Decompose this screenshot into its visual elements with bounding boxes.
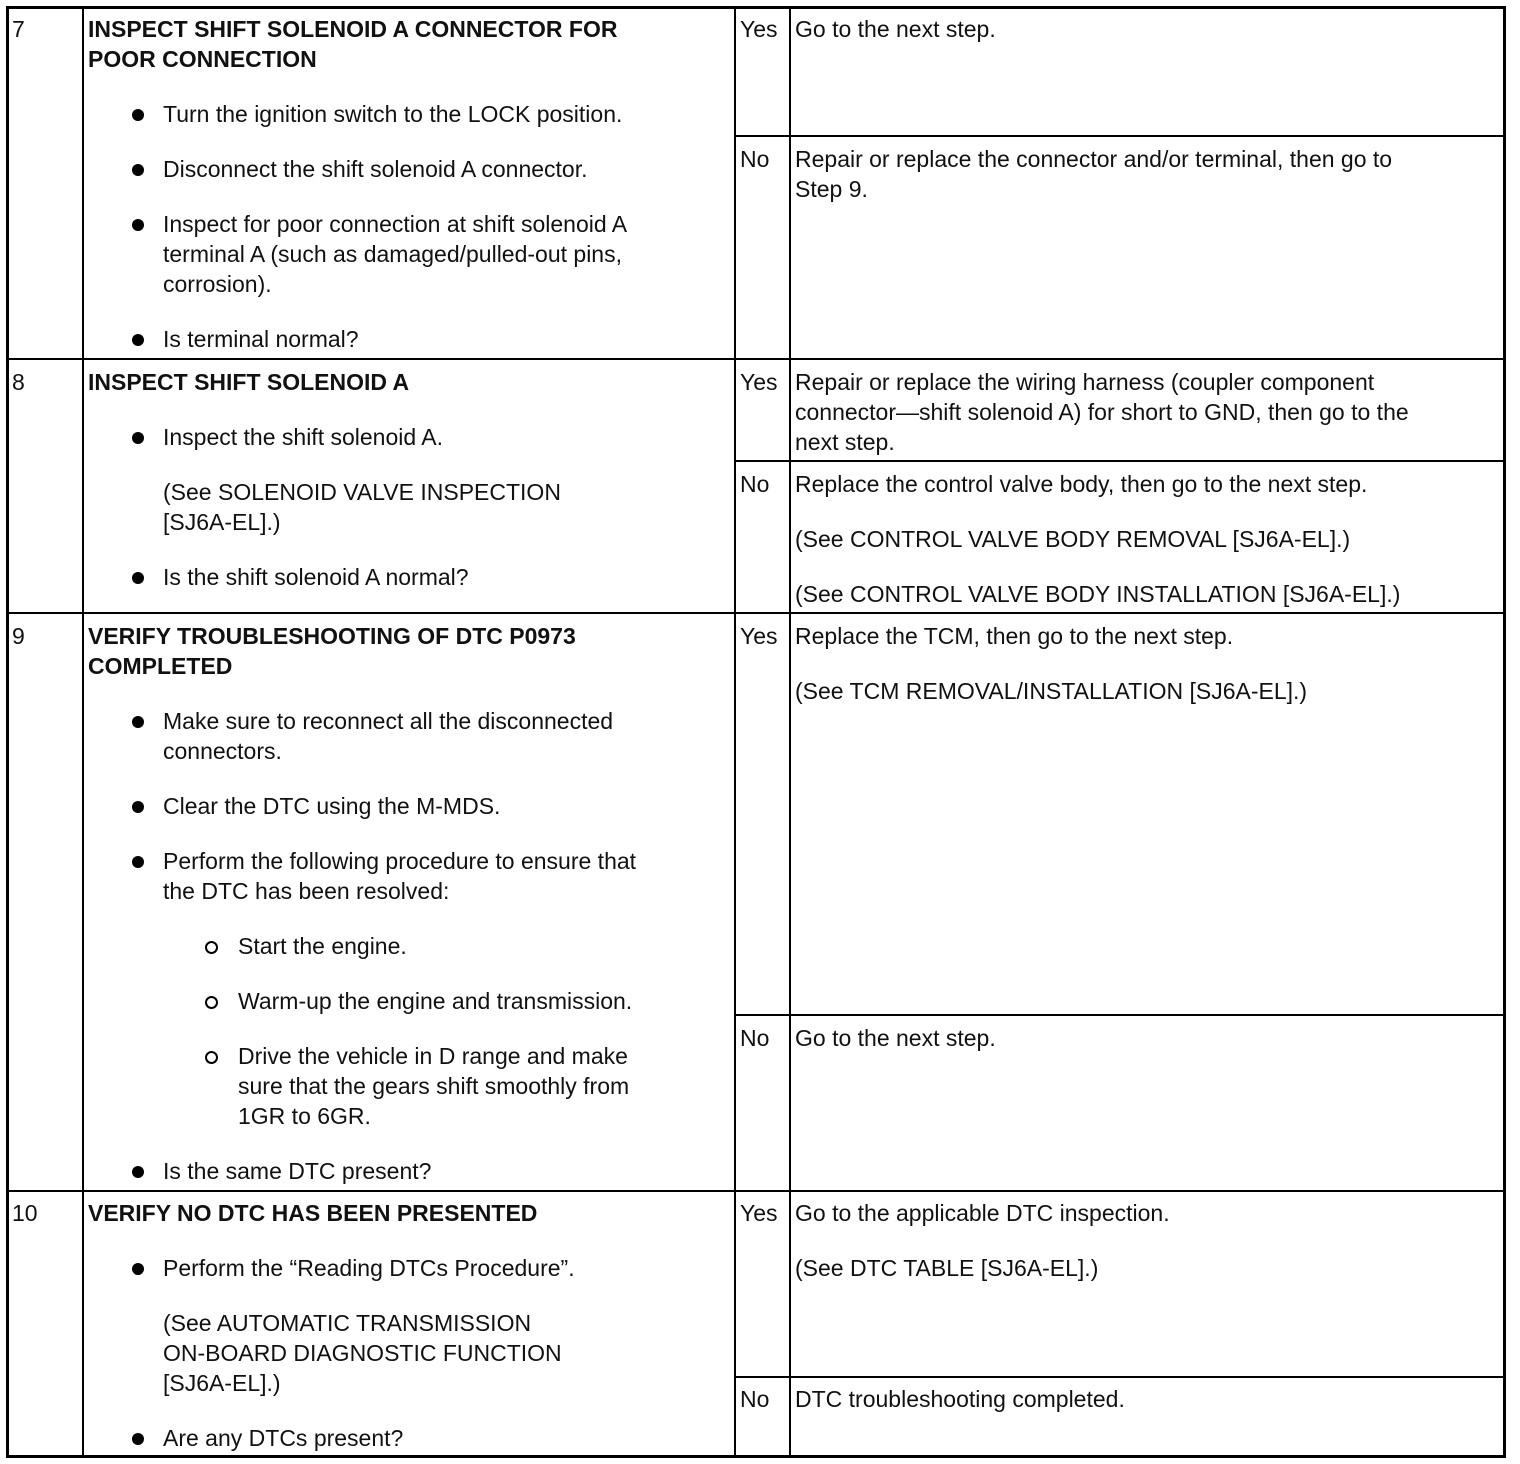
no-action: Replace the control valve body, then go to the next step. [795, 471, 1368, 497]
bullet-icon [132, 716, 144, 728]
no-label: No [740, 1025, 770, 1051]
yes-no-divider [734, 460, 1506, 462]
reference-text: ON-BOARD DIAGNOSTIC FUNCTION [163, 1340, 562, 1366]
bullet-text: Is terminal normal? [163, 326, 359, 352]
bullet-text: Perform the “Reading DTCs Procedure”. [163, 1255, 575, 1281]
bullet-icon [132, 572, 144, 584]
bullet-text: Turn the ignition switch to the LOCK position. [163, 101, 623, 127]
yes-action: Go to the applicable DTC inspection. [795, 1200, 1170, 1226]
bullet-icon [132, 164, 144, 176]
bullet-text: Clear the DTC using the M-MDS. [163, 793, 501, 819]
sub-bullet-text: 1GR to 6GR. [238, 1103, 371, 1129]
step-number: 7 [12, 16, 25, 42]
no-action: Step 9. [795, 176, 868, 202]
column-divider [789, 6, 791, 1458]
no-action: Repair or replace the connector and/or terminal, then go to [795, 146, 1393, 172]
yes-action: Repair or replace the wiring harness (coupler component [795, 369, 1375, 395]
yes-reference: (See TCM REMOVAL/INSTALLATION [SJ6A-EL].) [795, 678, 1308, 704]
bullet-text: Is the same DTC present? [163, 1158, 432, 1184]
reference-text: (See SOLENOID VALVE INSPECTION [163, 479, 561, 505]
no-action: Go to the next step. [795, 1025, 996, 1051]
row-divider [6, 1190, 1506, 1192]
bullet-text: corrosion). [163, 271, 272, 297]
open-bullet-icon [205, 996, 218, 1009]
step-number: 8 [12, 369, 25, 395]
open-bullet-icon [205, 941, 218, 954]
reference-text: [SJ6A-EL].) [163, 509, 281, 535]
bullet-icon [132, 856, 144, 868]
column-divider [82, 6, 84, 1458]
no-label: No [740, 146, 770, 172]
step-title: INSPECT SHIFT SOLENOID A [88, 369, 410, 395]
bullet-icon [132, 1433, 144, 1445]
yes-action: Replace the TCM, then go to the next step. [795, 623, 1234, 649]
no-label: No [740, 1386, 770, 1412]
yes-no-divider [734, 1376, 1506, 1378]
open-bullet-icon [205, 1051, 218, 1064]
sub-bullet-text: Warm-up the engine and transmission. [238, 988, 633, 1014]
yes-action: Go to the next step. [795, 16, 996, 42]
yes-label: Yes [740, 369, 778, 395]
reference-text: (See AUTOMATIC TRANSMISSION [163, 1310, 532, 1336]
bullet-text: the DTC has been resolved: [163, 878, 450, 904]
yes-label: Yes [740, 16, 778, 42]
reference-text: [SJ6A-EL].) [163, 1370, 281, 1396]
yes-no-divider [734, 135, 1506, 137]
row-divider [6, 358, 1506, 360]
no-reference: (See CONTROL VALVE BODY INSTALLATION [SJ6A-EL].) [795, 581, 1401, 607]
yes-no-divider [734, 1014, 1506, 1016]
sub-bullet-text: Start the engine. [238, 933, 407, 959]
row-divider [6, 612, 1506, 614]
bullet-text: Make sure to reconnect all the disconnected [163, 708, 614, 734]
no-action: DTC troubleshooting completed. [795, 1386, 1125, 1412]
bullet-icon [132, 109, 144, 121]
step-title: VERIFY NO DTC HAS BEEN PRESENTED [88, 1200, 538, 1226]
step-title: POOR CONNECTION [88, 46, 317, 72]
sub-bullet-text: Drive the vehicle in D range and make [238, 1043, 628, 1069]
troubleshooting-table [6, 6, 1506, 1458]
bullet-text: Inspect for poor connection at shift solenoid A [163, 211, 628, 237]
column-divider [734, 6, 736, 1458]
yes-reference: (See DTC TABLE [SJ6A-EL].) [795, 1255, 1099, 1281]
step-title: COMPLETED [88, 653, 233, 679]
step-number: 10 [12, 1200, 38, 1226]
step-title: INSPECT SHIFT SOLENOID A CONNECTOR FOR [88, 16, 618, 42]
bullet-icon [132, 334, 144, 346]
bullet-text: Is the shift solenoid A normal? [163, 564, 469, 590]
no-label: No [740, 471, 770, 497]
yes-label: Yes [740, 1200, 778, 1226]
bullet-text: Are any DTCs present? [163, 1425, 404, 1451]
bullet-text: Perform the following procedure to ensure that [163, 848, 637, 874]
sub-bullet-text: sure that the gears shift smoothly from [238, 1073, 630, 1099]
yes-label: Yes [740, 623, 778, 649]
bullet-icon [132, 219, 144, 231]
bullet-text: terminal A (such as damaged/pulled-out pins, [163, 241, 622, 267]
step-number: 9 [12, 623, 25, 649]
no-reference: (See CONTROL VALVE BODY REMOVAL [SJ6A-EL].) [795, 526, 1351, 552]
step-title: VERIFY TROUBLESHOOTING OF DTC P0973 [88, 623, 576, 649]
bullet-icon [132, 1263, 144, 1275]
bullet-icon [132, 801, 144, 813]
yes-action: connector—shift solenoid A) for short to GND, then go to the [795, 399, 1409, 425]
bullet-text: Disconnect the shift solenoid A connector. [163, 156, 588, 182]
yes-action: next step. [795, 429, 895, 455]
bullet-icon [132, 432, 144, 444]
bullet-text: connectors. [163, 738, 282, 764]
bullet-text: Inspect the shift solenoid A. [163, 424, 444, 450]
bullet-icon [132, 1166, 144, 1178]
